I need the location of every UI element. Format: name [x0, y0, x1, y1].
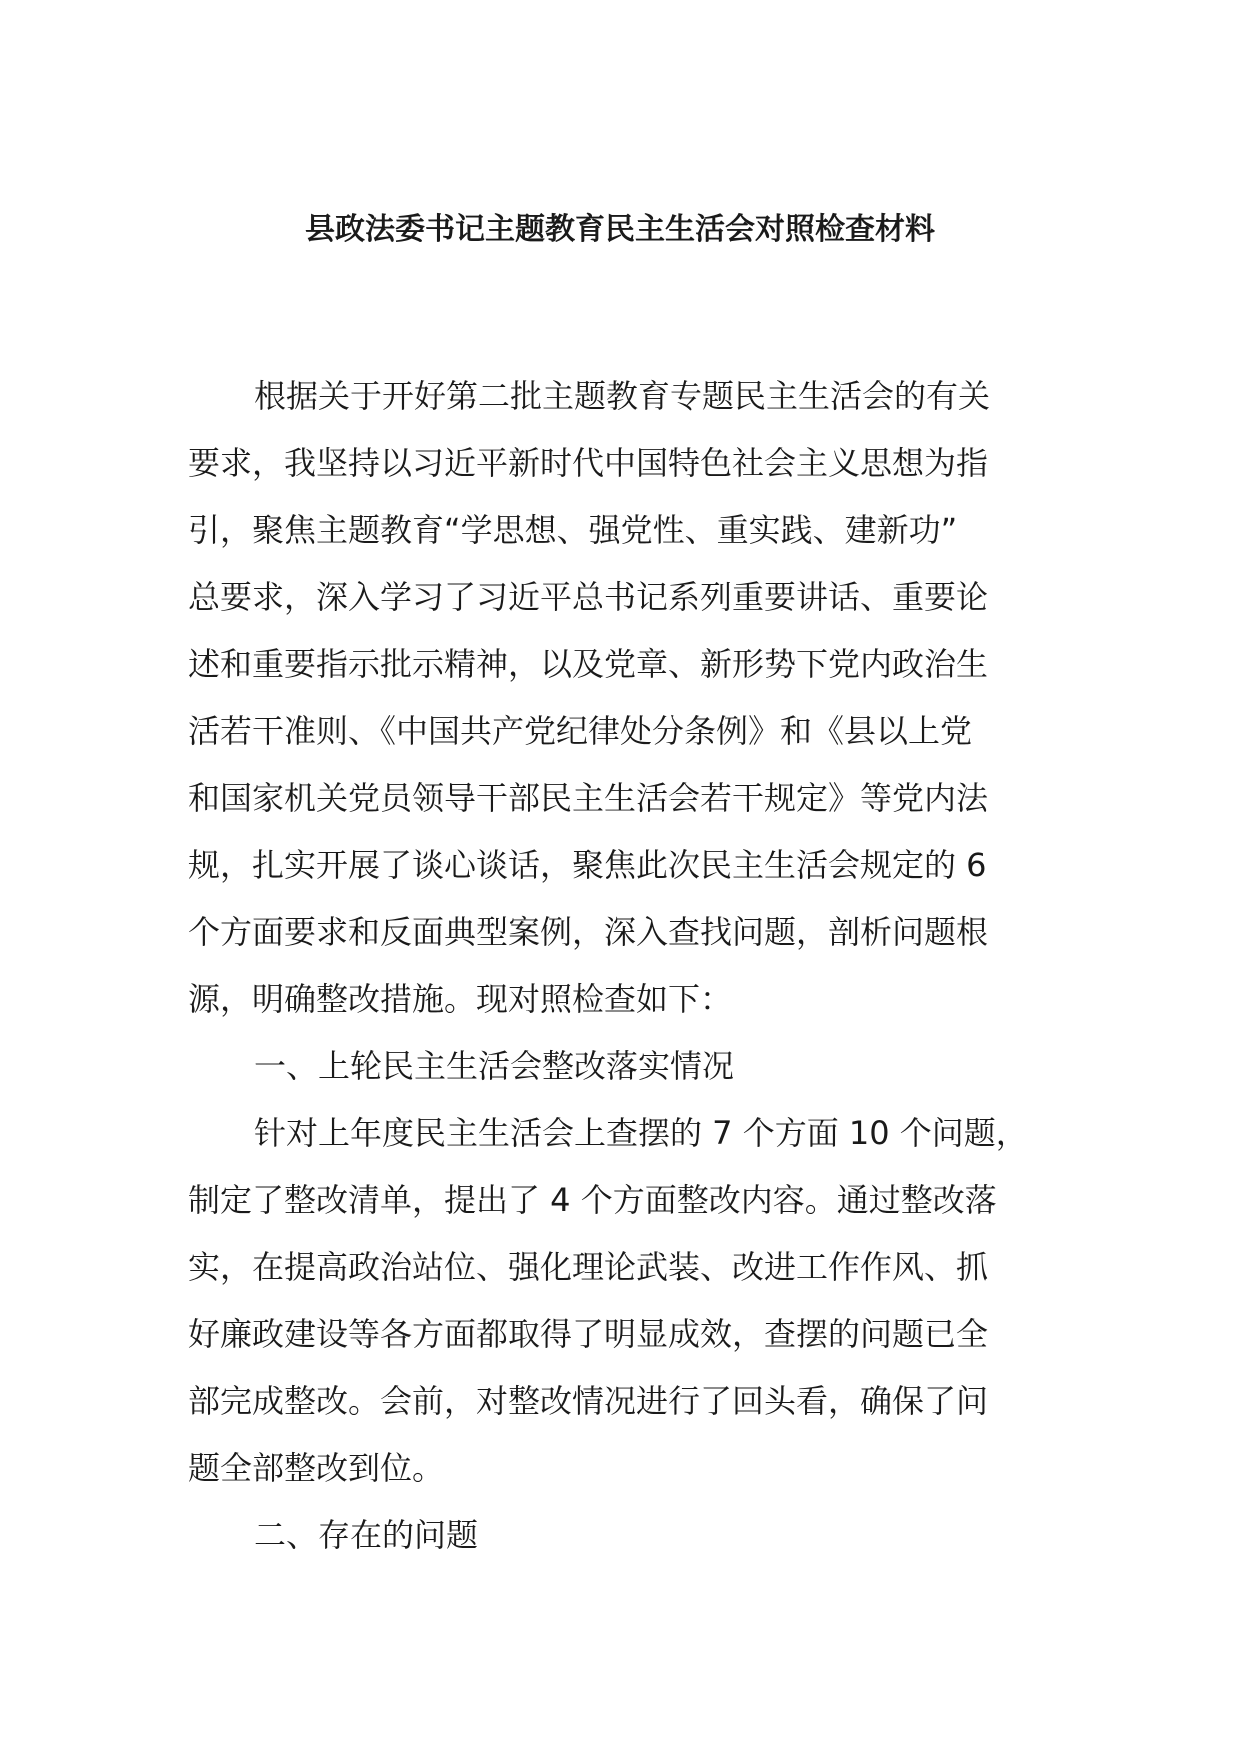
paragraph-intro-line: 根据关于开好第二批主题教育专题民主生活会的有关 — [254, 377, 991, 415]
section-heading-1: 一、上轮民主生活会整改落实情况 — [254, 1047, 735, 1085]
paragraph-rectification-line: 部完成整改。会前，对整改情况进行了回头看，确保了问 — [188, 1382, 989, 1420]
paragraph-intro-line: 引，聚焦主题教育“学思想、强党性、重实践、建新功” — [188, 511, 958, 549]
paragraph-intro-line: 个方面要求和反面典型案例，深入查找问题，剖析问题根 — [188, 913, 989, 951]
paragraph-intro-line: 要求，我坚持以习近平新时代中国特色社会主义思想为指 — [188, 444, 989, 482]
document-title: 县政法委书记主题教育民主生活会对照检查材料 — [305, 212, 935, 247]
paragraph-intro-line: 述和重要指示批示精神，以及党章、新形势下党内政治生 — [188, 645, 989, 683]
paragraph-intro-line: 规，扎实开展了谈心谈话，聚焦此次民主生活会规定的 6 — [188, 846, 987, 884]
paragraph-intro-line: 总要求，深入学习了习近平总书记系列重要讲话、重要论 — [188, 578, 989, 616]
paragraph-rectification-line: 制定了整改清单，提出了 4 个方面整改内容。通过整改落 — [188, 1181, 997, 1219]
paragraph-rectification-line: 针对上年度民主生活会上查摆的 7 个方面 10 个问题， — [254, 1114, 1028, 1152]
paragraph-rectification-line: 题全部整改到位。 — [188, 1449, 445, 1487]
paragraph-intro-line: 和国家机关党员领导干部民主生活会若干规定》等党内法 — [188, 779, 989, 817]
paragraph-rectification-line: 实，在提高政治站位、强化理论武装、改进工作作风、抓 — [188, 1248, 989, 1286]
paragraph-intro-line: 源，明确整改措施。现对照检查如下： — [188, 980, 733, 1018]
paragraph-intro-line: 活若干准则、《中国共产党纪律处分条例》和《县以上党 — [188, 712, 973, 750]
section-heading-2: 二、存在的问题 — [254, 1516, 479, 1554]
paragraph-rectification-line: 好廉政建设等各方面都取得了明显成效，查摆的问题已全 — [188, 1315, 989, 1353]
